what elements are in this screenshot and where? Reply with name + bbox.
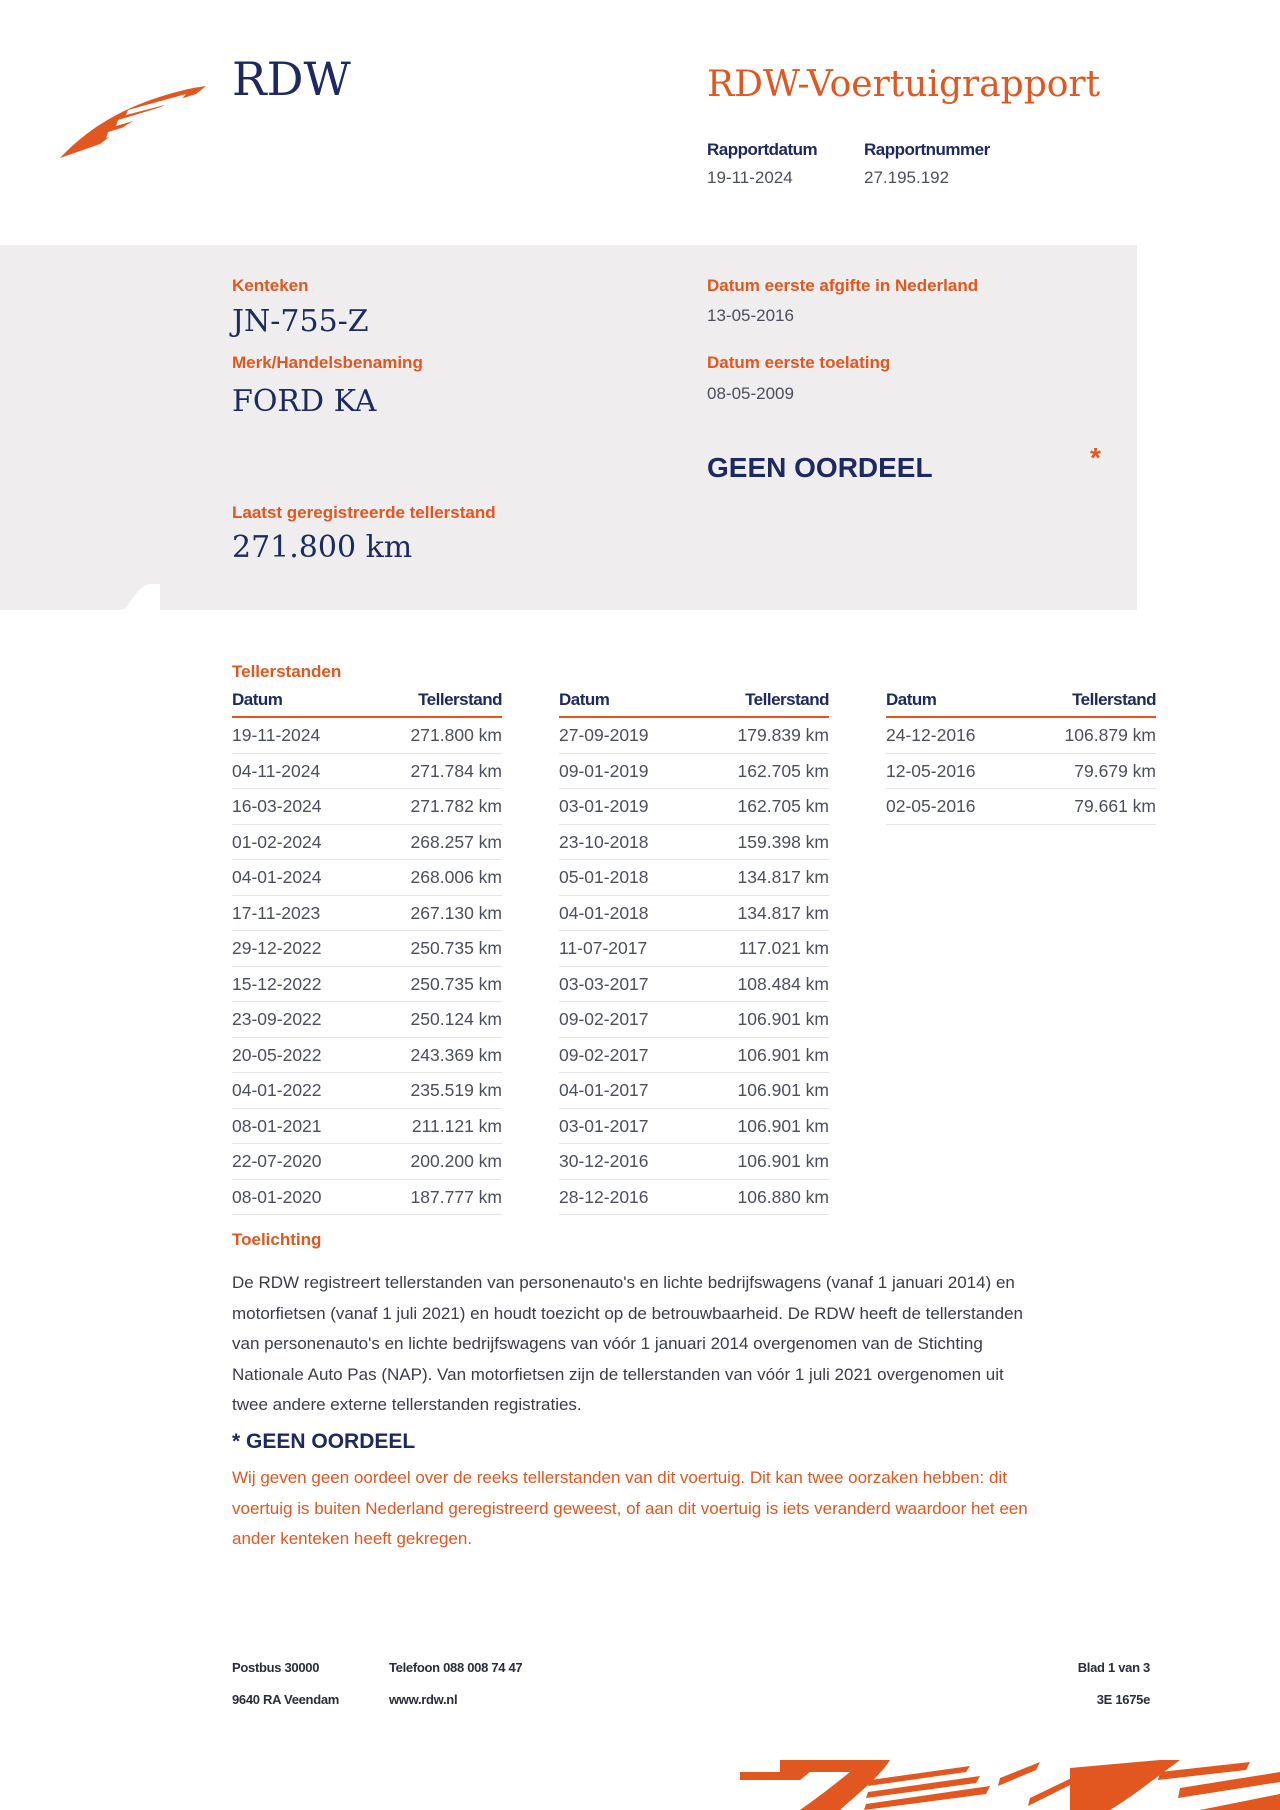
table-row: 02-05-2016 79.661 km	[886, 789, 1156, 825]
table-row: 16-03-2024 271.782 km	[232, 789, 502, 825]
geen-oordeel-title: * GEEN OORDEEL	[232, 1430, 416, 1453]
rapportdatum-value: 19-11-2024	[707, 168, 793, 187]
merk-value: FORD KA	[232, 384, 377, 419]
toelichting-title: Toelichting	[232, 1230, 322, 1249]
table-row: 04-11-2024 271.784 km	[232, 754, 502, 790]
panel-notch	[0, 582, 160, 612]
toelating-label: Datum eerste toelating	[707, 353, 891, 372]
toelichting-line: De RDW registreert tellerstanden van personenauto's en lichte bedrijfswagens (vanaf 1 januari 2014) en	[232, 1273, 1015, 1292]
table-row: 04-01-2018 134.817 km	[559, 896, 829, 932]
table-row: 11-07-2017 117.021 km	[559, 931, 829, 967]
report-title: RDW-Voertuigrapport	[707, 64, 1101, 105]
tellerstand-label: Laatst geregistreerde tellerstand	[232, 503, 496, 522]
afgifte-value: 13-05-2016	[707, 306, 794, 325]
table-row: 23-10-2018 159.398 km	[559, 825, 829, 861]
table-row: 28-12-2016 106.880 km	[559, 1180, 829, 1216]
table-row: 22-07-2020 200.200 km	[232, 1144, 502, 1180]
table-row: 17-11-2023 267.130 km	[232, 896, 502, 932]
table-row: 12-05-2016 79.679 km	[886, 754, 1156, 790]
table-row: 20-05-2022 243.369 km	[232, 1038, 502, 1074]
toelichting-line: twee andere externe tellerstanden registraties.	[232, 1395, 582, 1414]
toelating-value: 08-05-2009	[707, 384, 794, 403]
geen-oordeel-text	[232, 1463, 1152, 1555]
oordeel-badge: GEEN OORDEEL	[707, 452, 933, 483]
table-row: 09-01-2019 162.705 km	[559, 754, 829, 790]
toelichting-text	[232, 1268, 1152, 1421]
table-header	[886, 690, 1156, 718]
footer-website[interactable]: www.rdw.nl	[389, 1692, 458, 1707]
tellerstanden-table-3	[886, 690, 1156, 825]
tellerstanden-table-1	[232, 690, 502, 1215]
col-datum: Datum	[886, 690, 937, 709]
tellerstanden-table-2	[559, 690, 829, 1215]
table-header	[232, 690, 502, 718]
toelichting-line: Nationale Auto Pas (NAP). Van motorfietsen zijn de tellerstanden van vóór 1 juli 2021 overgenomen uit	[232, 1364, 1004, 1384]
table-header	[559, 690, 829, 718]
rapportdatum-label: Rapportdatum	[707, 140, 818, 159]
col-datum: Datum	[559, 690, 610, 709]
table-row: 08-01-2020 187.777 km	[232, 1180, 502, 1216]
toelichting-line: van personenauto's en lichte bedrijfswagens van vóór 1 januari 2014 overgenomen van de Stichting	[232, 1334, 983, 1353]
table-row: 01-02-2024 268.257 km	[232, 825, 502, 861]
oordeel-line: Wij geven geen oordeel over de reeks tellerstanden van dit voertuig. Dit kan twee oorzaken hebben: dit	[232, 1468, 1007, 1487]
table-row: 04-01-2024 268.006 km	[232, 860, 502, 896]
col-tellerstand: Tellerstand	[745, 690, 829, 709]
col-tellerstand: Tellerstand	[1072, 690, 1156, 709]
table-row: 09-02-2017 106.901 km	[559, 1038, 829, 1074]
oordeel-line: voertuig is buiten Nederland geregistreerd geweest, of aan dit voertuig is iets veranderd waardoor het een	[232, 1498, 1028, 1518]
rapportnummer-value: 27.195.192	[864, 168, 950, 187]
table-row: 03-01-2019 162.705 km	[559, 789, 829, 825]
table-row: 03-01-2017 106.901 km	[559, 1109, 829, 1145]
rapportnummer-label: Rapportnummer	[864, 140, 990, 159]
table-row: 29-12-2022 250.735 km	[232, 931, 502, 967]
table-row: 15-12-2022 250.735 km	[232, 967, 502, 1003]
table-row: 09-02-2017 106.901 km	[559, 1002, 829, 1038]
footer-adres: 9640 RA Veendam	[232, 1692, 340, 1707]
table-row: 23-09-2022 250.124 km	[232, 1002, 502, 1038]
vehicle-summary-panel	[0, 245, 1137, 610]
footer-telefoon: Telefoon 088 008 74 47	[389, 1660, 523, 1675]
rdw-logo-text: RDW	[232, 52, 351, 106]
kenteken-label: Kenteken	[232, 276, 309, 295]
table-row: 03-03-2017 108.484 km	[559, 967, 829, 1003]
table-row: 30-12-2016 106.901 km	[559, 1144, 829, 1180]
kenteken-value: JN-755-Z	[232, 304, 369, 339]
table-row: 04-01-2017 106.901 km	[559, 1073, 829, 1109]
table-row: 04-01-2022 235.519 km	[232, 1073, 502, 1109]
toelichting-line: motorfietsen (vanaf 1 juli 2021) en houdt toezicht op de betrouwbaarheid. De RDW heeft de tellerstanden	[232, 1303, 1023, 1323]
oordeel-line: ander kenteken heeft gekregen.	[232, 1529, 473, 1548]
afgifte-label: Datum eerste afgifte in Nederland	[707, 276, 979, 295]
rdw-logo-mark	[58, 80, 208, 165]
table-row: 19-11-2024 271.800 km	[232, 718, 502, 754]
table-row: 05-01-2018 134.817 km	[559, 860, 829, 896]
col-datum: Datum	[232, 690, 283, 709]
col-tellerstand: Tellerstand	[418, 690, 502, 709]
tellerstand-value: 271.800 km	[232, 530, 413, 565]
merk-label: Merk/Handelsbenaming	[232, 353, 423, 372]
table-row: 24-12-2016 106.879 km	[886, 718, 1156, 754]
footer-postbus: Postbus 30000	[232, 1660, 320, 1675]
table-row: 08-01-2021 211.121 km	[232, 1109, 502, 1145]
oordeel-asterisk: *	[1090, 442, 1101, 473]
footer-decoration-graphic	[740, 1758, 1280, 1810]
footer-code: 3E 1675e	[1096, 1692, 1150, 1707]
table-row: 27-09-2019 179.839 km	[559, 718, 829, 754]
tellerstanden-title: Tellerstanden	[232, 662, 342, 681]
footer-page-number: Blad 1 van 3	[1077, 1660, 1150, 1675]
